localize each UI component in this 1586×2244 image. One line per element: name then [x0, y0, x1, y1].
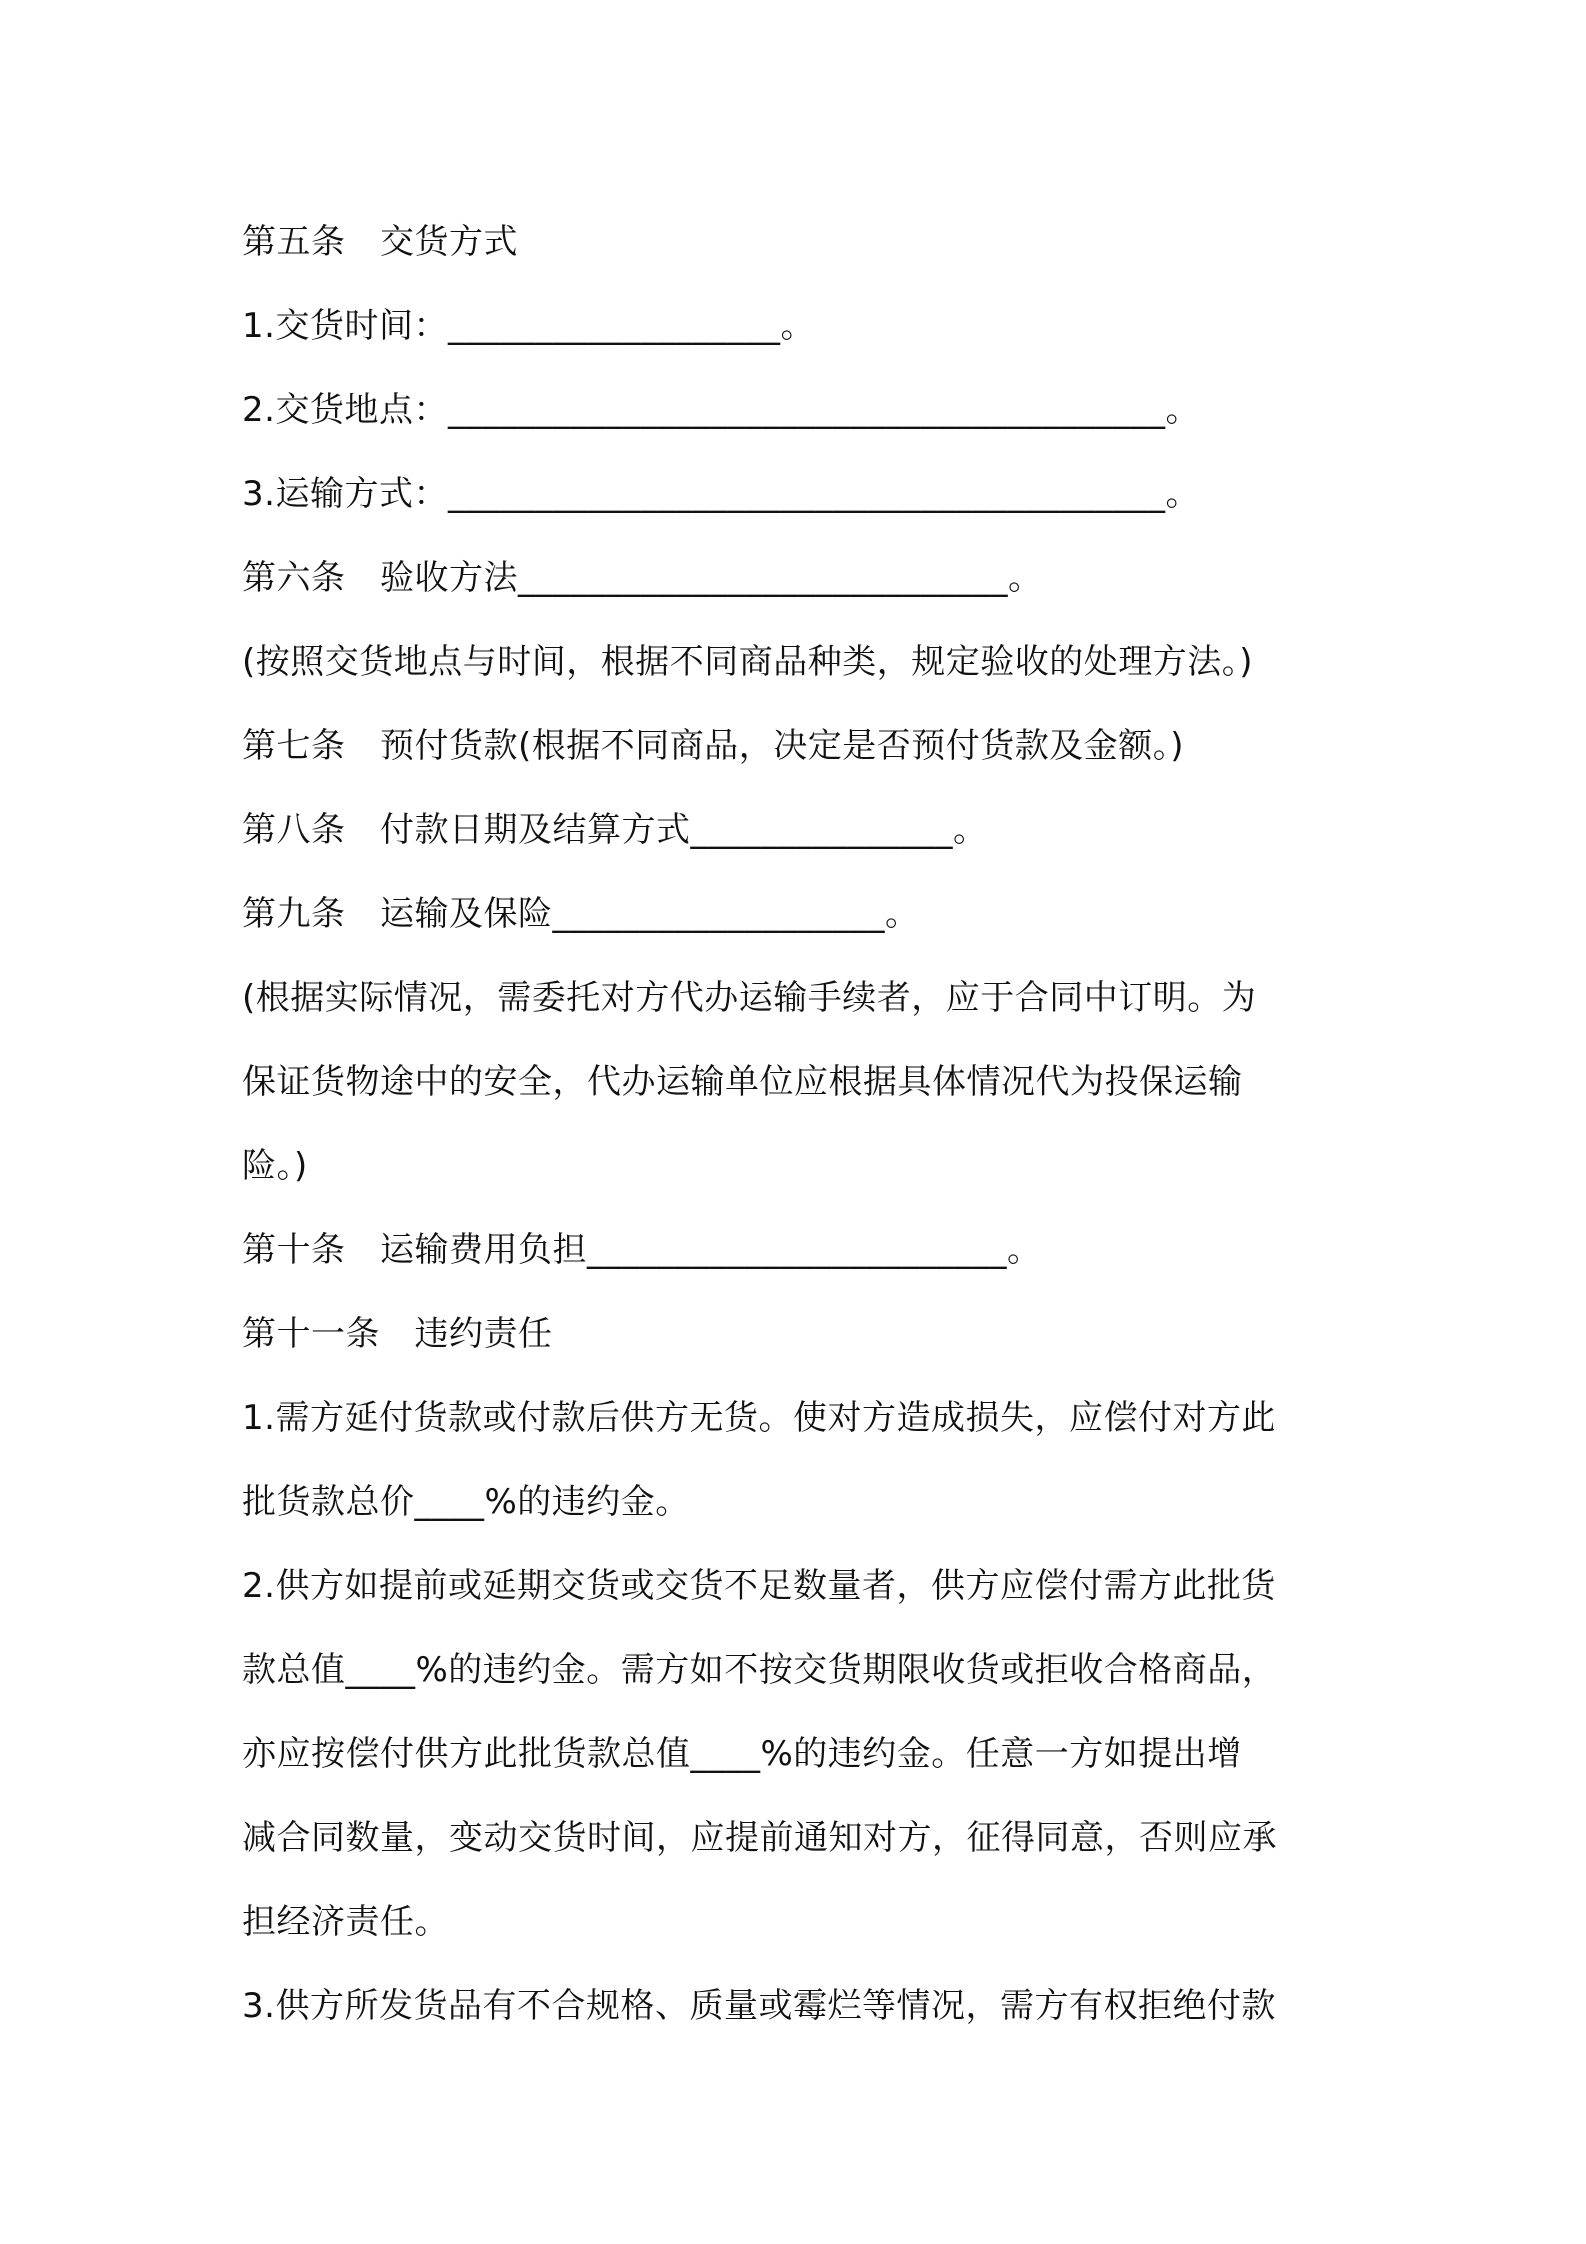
breach-clause-2-line-1: 2.供方如提前或延期交货或交货不足数量者，供方应偿付需方此批货	[242, 1566, 1276, 1606]
delivery-time-line: 1.交货时间：___________________。	[242, 306, 815, 346]
heading-article-7: 第七条 预付货款(根据不同商品，决定是否预付货款及金额。)	[242, 726, 1185, 766]
article-9-note-line-1: (根据实际情况，需委托对方代办运输手续者，应于合同中订明。为	[242, 978, 1257, 1018]
article-9-note-line-2: 保证货物途中的安全，代办运输单位应根据具体情况代为投保运输	[242, 1062, 1243, 1102]
heading-article-5: 第五条 交货方式	[242, 222, 518, 262]
heading-article-10: 第十条 运输费用负担________________________。	[242, 1230, 1042, 1270]
breach-clause-2-line-5: 担经济责任。	[242, 1902, 449, 1942]
contract-text	[242, 200, 1362, 2048]
breach-clause-3-line-1: 3.供方所发货品有不合规格、质量或霉烂等情况，需方有权拒绝付款	[242, 1986, 1276, 2026]
delivery-place-line: 2.交货地点：_________________________________________。	[242, 390, 1200, 430]
heading-article-11: 第十一条 违约责任	[242, 1314, 553, 1354]
heading-article-6: 第六条 验收方法____________________________。	[242, 558, 1043, 598]
breach-clause-1-line-2: 批货款总价____%的违约金。	[242, 1482, 690, 1522]
breach-clause-1-line-1: 1.需方延付货款或付款后供方无货。使对方造成损失，应偿付对方此	[242, 1398, 1276, 1438]
article-9-note-line-3: 险。)	[242, 1146, 308, 1186]
transport-method-line: 3.运输方式：_________________________________________。	[242, 474, 1200, 514]
breach-clause-2-line-2: 款总值____%的违约金。需方如不按交货期限收货或拒收合格商品，	[242, 1650, 1277, 1690]
breach-clause-2-line-4: 减合同数量，变动交货时间，应提前通知对方，征得同意，否则应承	[242, 1818, 1277, 1858]
heading-article-8: 第八条 付款日期及结算方式_______________。	[242, 810, 988, 850]
heading-article-9: 第九条 运输及保险___________________。	[242, 894, 920, 934]
breach-clause-2-line-3: 亦应按偿付供方此批货款总值____%的违约金。任意一方如提出增	[242, 1734, 1242, 1774]
article-6-note: (按照交货地点与时间，根据不同商品种类，规定验收的处理方法。)	[242, 642, 1254, 682]
